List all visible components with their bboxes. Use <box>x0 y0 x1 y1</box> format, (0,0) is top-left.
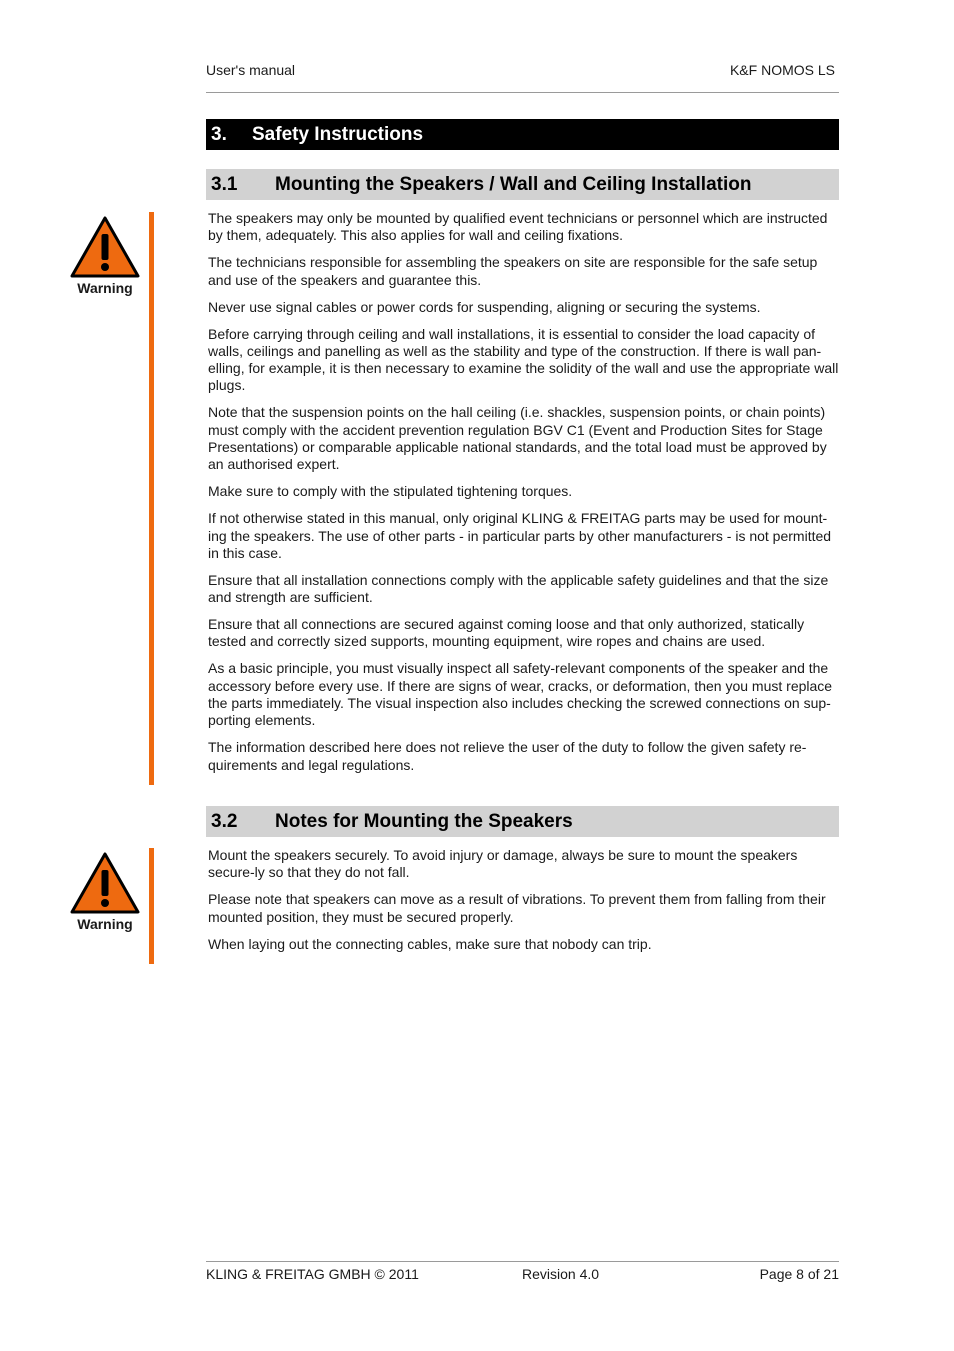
page-header <box>206 62 839 93</box>
warning-accent-bar <box>149 212 154 785</box>
chapter-heading <box>206 119 839 150</box>
section-number: 3.1 <box>211 174 238 195</box>
paragraph: Note that the suspension points on the hall ceiling (i.e. shackles, suspension points, or chain points) must comply with the accident prevention regulation BGV C1 (Event and Production Sites for Stage Presentations) or comparable applicable national standards, and the total load must be approved by an authorised expert. <box>208 404 827 473</box>
warning-triangle-icon <box>70 852 140 914</box>
paragraph: Please note that speakers can move as a result of vibrations. To prevent them from falling from their mounted position, they must be secured properly. <box>208 891 826 925</box>
paragraph: Ensure that all connections are secured against coming loose and that only authorized, statically tested and correctly sized supports, mounting equipment, wire ropes and chains are used. <box>208 616 805 650</box>
section-heading-3-2 <box>206 806 839 837</box>
section-heading-3-1 <box>206 169 839 200</box>
paragraph: When laying out the connecting cables, make sure that nobody can trip. <box>208 935 652 952</box>
warning-label: Warning <box>77 280 133 296</box>
section-title: Notes for Mounting the Speakers <box>275 811 573 832</box>
paragraph: The technicians responsible for assembling the speakers on site are responsible for the safe setup and use of the speakers and guarantee this. <box>208 254 818 288</box>
chapter-number: 3. <box>211 124 227 145</box>
footer-revision: Revision 4.0 <box>522 1266 600 1282</box>
warning-accent-bar <box>149 848 154 964</box>
footer-company: KLING & FREITAG GMBH © 2011 <box>206 1266 419 1282</box>
warning-triangle-icon <box>70 216 140 278</box>
chapter-title: Safety Instructions <box>252 124 424 145</box>
header-product: K&F NOMOS LS <box>729 62 835 78</box>
paragraph: Ensure that all installation connections comply with the applicable safety guidelines and that the size and strength are sufficient. <box>208 571 829 606</box>
page-footer <box>206 1261 839 1292</box>
paragraph: Before carrying through ceiling and wall installations, it is essential to consider the load capacity of walls, ceilings and panelling as well as the stability and type of the construction. If there is wall pan-elling, for example, it is then necessary to examine the solidity of the wall and use the appropriate wall plugs. <box>208 325 839 394</box>
section-title: Mounting the Speakers / Wall and Ceiling Installation <box>275 174 752 195</box>
paragraph: The speakers may only be mounted by qualified event technicians or personnel which are instructed by them, adequately. This also applies for wall and ceiling fixations. <box>208 210 828 244</box>
warning-block-3-1 <box>68 216 142 296</box>
warning-label: Warning <box>77 916 133 932</box>
header-doc-type: User's manual <box>206 62 296 78</box>
warning-block-3-2 <box>68 852 142 932</box>
section-body-3-1 <box>208 210 840 784</box>
section-number: 3.2 <box>211 811 238 832</box>
paragraph: If not otherwise stated in this manual, only original KLING & FREITAG parts may be used for mount-ing the speakers. The use of other parts - in particular parts by other manufacturers - is not permitted in this case. <box>208 510 832 561</box>
paragraph: The information described here does not relieve the user of the duty to follow the given safety re-quirements and legal regulations. <box>208 739 807 773</box>
paragraph: Never use signal cables or power cords for suspending, aligning or securing the systems. <box>208 298 761 315</box>
paragraph: Mount the speakers securely. To avoid injury or damage, always be sure to mount the speakers secure-ly so that they do not fall. <box>208 847 798 881</box>
paragraph: As a basic principle, you must visually inspect all safety-relevant components of the speaker and the accessory before every use. If there are signs of wear, cracks, or deformation, then you must replace the parts immediately. The visual inspection also includes checking the screwed connections on sup-porting elements. <box>208 660 833 729</box>
paragraph: Make sure to comply with the stipulated tightening torques. <box>208 483 573 500</box>
section-body-3-2 <box>208 847 840 963</box>
footer-page-number: Page 8 of 21 <box>759 1266 839 1282</box>
